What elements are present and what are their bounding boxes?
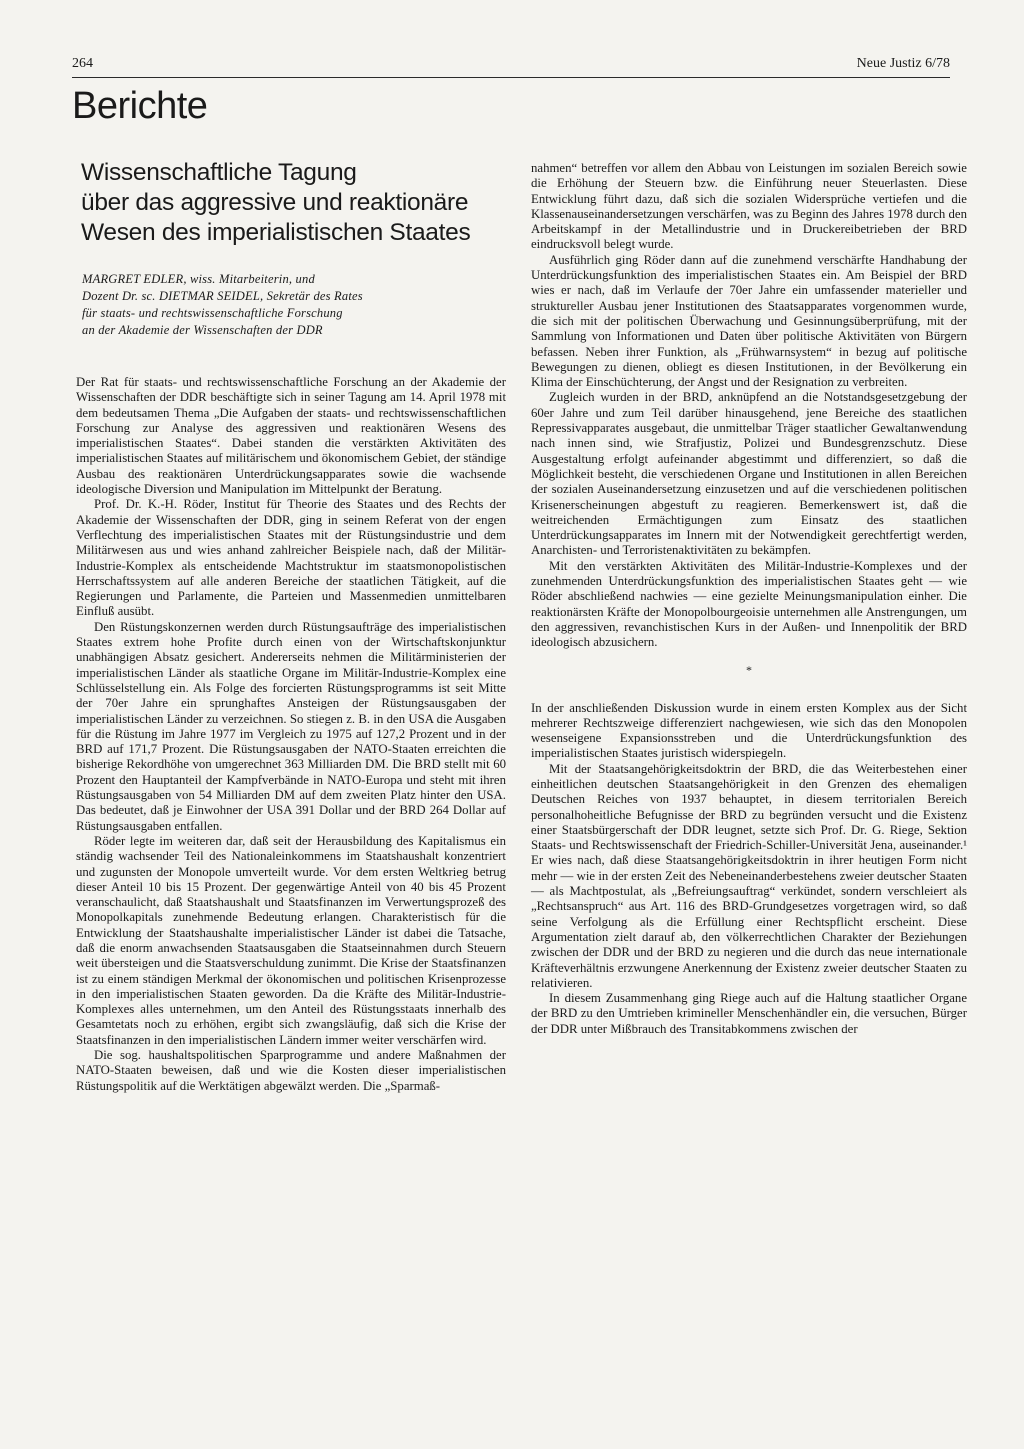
left-column [76, 158, 506, 1094]
paragraph: Mit den verstärkten Aktivitäten des Militär-Industrie-Komplexes und der zunehmenden Unterdrückungsfunktion des imperialistischen Staates geht — wie Röder abschließend nachwies — eine gezielte Meinungsmanipulation einher. Die reaktionärsten Kräfte der Monopolbourgeoisie unternehmen alle Anstrengungen, um den aggressiven, revanchistischen Kurs in der Außen- und Innenpolitik der BRD ideologisch abzusichern. [531, 558, 967, 650]
author-line: Dozent Dr. sc. DIETMAR SEIDEL, Sekretär des Rates [82, 289, 363, 303]
author-line: an der Akademie der Wissenschaften der DDR [82, 323, 323, 337]
author-byline [76, 271, 506, 339]
article-title-line: Wissenschaftliche Tagung [81, 159, 357, 186]
paragraph: Der Rat für staats- und rechtswissenschaftliche Forschung an der Akademie der Wissenschaften der DDR beschäftigte sich in seiner Tagung am 14. April 1978 mit dem bedeutsamen Thema „Die Aufgaben der staats- und rechtswissenschaftlichen Forschung zur Analyse des aggressiven und reaktionären Wesens des imperialistischen Staates“. Dabei standen die verstärkten Aktivitäten des imperialistischen Staates auf militärischem und ökonomischem Gebiet, der ständige Ausbau des reaktionären Unterdrückungsapparates sowie die wachsende ideologische Diversion und Manipulation im Mittelpunkt der Beratung. [76, 375, 506, 497]
paragraph: nahmen“ betreffen vor allem den Abbau von Leistungen im sozialen Bereich sowie die Erhöhung der Steuern bzw. die Einführung neuer Steuerlasten. Diese Entwicklung führt dazu, daß sich die sozialen Widersprüche vertiefen und die Klassenauseinandersetzungen verschärfen, was zu Beginn des Jahres 1978 durch den Arbeitskampf in der Metallindustrie und in Druckereibetrieben der BRD eindrucksvoll belegt wurde. [531, 161, 967, 252]
paragraph: Prof. Dr. K.-H. Röder, Institut für Theorie des Staates und des Rechts der Akademie der Wissenschaften der DDR, ging in seinem Referat von der engen Verflechtung des imperialistischen Staates mit der Rüstungsindustrie und dem Militärwesen aus und wies anhand zahlreicher Beispiele nach, daß der Militär-Industrie-Komplex als entscheidende Machtstruktur im staatsmonopolistischen Herrschaftssystem auf alle anderen Bereiche der staatlichen Tätigkeit, auf die Regierungen und Parlamente, die Parteien und Massenmedien unmittelbaren Einfluß ausübt. [76, 497, 506, 619]
article-title [76, 158, 506, 248]
author-line: für staats- und rechtswissenschaftliche Forschung [82, 306, 343, 320]
paragraph: Mit der Staatsangehörigkeitsdoktrin der BRD, die das Weiterbestehen einer einheitlichen deutschen Staatsangehörigkeit in den Grenzen des ehemaligen Deutschen Reiches von 1937 behauptet, in diesem territorialen Bereich personalhoheitliche Befugnisse der BRD zu begründen versucht und die Existenz einer Staatsbürgerschaft der DDR leugnet, setzte sich Prof. Dr. G. Riege, Sektion Staats- und Rechtswissenschaft der Friedrich-Schiller-Universität Jena, auseinander.¹ Er wies nach, daß diese Staatsangehörigkeitsdoktrin in ihrer heutigen Form nicht mehr — wie in der ersten Zeit des Nebeneinanderbestehens zweier deutscher Staaten — als Machtpostulat, als „Befreiungsauftrag“ verkündet, sondern verschleiert als „Rechtsanspruch“ aus Art. 116 des BRD-Grundgesetzes vorgetragen wird, so daß seine Verfolgung als die Erfüllung einer Rechtspflicht erscheint. Diese Argumentation zielt darauf ab, den völkerrechtlichen Charakter der Beziehungen zwischen der DDR und der BRD zu negieren und die durch das neue internationale Kräfteverhältnis erzwungene Anerkennung der Existenz zweier deutscher Staaten zu relativieren. [531, 761, 967, 990]
section-separator: * [746, 662, 752, 677]
paragraph: Ausführlich ging Röder dann auf die zunehmend verschärfte Handhabung der Unterdrückungsfunktion des imperialistischen Staates ein. Am Beispiel der BRD wies er nach, daß im Verlaufe der 70er Jahre ein umfassender materieller und struktureller Ausbau jener Institutionen des Staatsapparates vorgenommen wurde, die sich mit der politischen Überwachung und Gesinnungsüberprüfung, mit der Sammlung von Informationen und Daten über politische Aktivitäten von Bürgern befassen. Neben ihrer Funktion, als „Frühwarnsystem“ in bezug auf politische Bewegungen zu dienen, obliegt es diesen Institutionen, in der Bevölkerung ein Klima der Einschüchterung, der Angst und der Resignation zu verbreiten. [531, 252, 967, 390]
article-title-line: Wesen des imperialistischen Staates [81, 219, 471, 246]
right-body-text-bottom [531, 701, 967, 1038]
paragraph: Die sog. haushaltspolitischen Sparprogramme und andere Maßnahmen der NATO-Staaten beweisen, daß und wie die Kosten dieser imperialistischen Rüstungspolitik auf die Werktätigen abgewälzt werden. Die „Sparmaß- [76, 1048, 506, 1093]
journal-issue: Neue Justiz 6/78 [856, 56, 950, 71]
paragraph: Zugleich wurden in der BRD, anknüpfend an die Notstandsgesetzgebung der 60er Jahre und zum Teil darüber hinausgehend, jene Bereiche des staatlichen Repressivapparates ausgebaut, die unmittelbar Träger staatlicher Gewaltanwendung nach innen sind, wie Strafjustiz, Polizei und Bundesgrenzschutz. Diese Ausgestaltung erfolgt aufeinander abgestimmt und differenziert, so daß die Möglichkeit besteht, die verschiedenen Organe und Institutionen in allen Bereichen der sozialen Auseinandersetzung einzusetzen und auf die verschiedenen politischen Krisenerscheinungen abgestuft zu reagieren. Bemerkenswert ist, daß die weitreichenden Ermächtigungen zum Einsatz des staatlichen Unterdrückungsapparates im Innern mit der Notwendigkeit gerechtfertigt werden, Anarchisten- und Terroristenaktivitäten zu bekämpfen. [531, 390, 967, 558]
author-line: MARGRET EDLER, wiss. Mitarbeiterin, und [82, 272, 315, 286]
paragraph: Den Rüstungskonzernen werden durch Rüstungsaufträge des imperialistischen Staates extrem hohe Profite durch einen von der Wirtschaftskonjunktur unabhängigen Absatz gesichert. Andererseits nehmen die Militärministerien der imperialistischen Länder als staatliche Organe im Militär-Industrie-Komplex eine Schlüsselstellung ein. Als Folge des forcierten Rüstungsprogramms ist seit Mitte der 70er Jahre ein sprunghaftes Ansteigen der Rüstungsausgaben der imperialistischen Länder zu verzeichnen. So stiegen z. B. in den USA die Ausgaben für die Rüstung im Jahre 1977 im Vergleich zu 1975 auf 127,2 Prozent und in der BRD auf 171,7 Prozent. Die Rüstungsausgaben der NATO-Staaten erreichten die bisherige Rekordhöhe von umgerechnet 363 Milliarden DM. Die BRD stellt mit 60 Prozent den Hauptanteil der Kampfverbände in NATO-Europa und steht mit ihren Rüstungsausgaben von 54 Milliarden DM auf dem zweiten Platz hinter den USA. Das bedeutet, daß je Einwohner der USA 391 Dollar und der BRD 264 Dollar auf Rüstungsausgaben entfallen. [76, 619, 506, 833]
left-body-text [76, 375, 506, 1094]
page-header [72, 56, 950, 76]
article-title-line: über das aggressive und reaktionäre [81, 189, 469, 216]
paragraph: In der anschließenden Diskussion wurde in einem ersten Komplex aus der Sicht mehrerer Rechtszweige differenziert nachgewiesen, wie sich das den Monopolen wesenseigene Expansionsstreben und die Unterdrückungsfunktion des imperialistischen Staates juristisch widerspiegeln. [531, 700, 967, 761]
paragraph: In diesem Zusammenhang ging Riege auch auf die Haltung staatlicher Organe der BRD zu den Umtrieben krimineller Menschenhändler ein, die versuchen, Bürger der DDR unter Mißbrauch des Transitabkommens zwischen der [531, 991, 967, 1036]
right-body-text-top [531, 161, 967, 651]
section-title: Berichte [72, 85, 208, 127]
header-rule [72, 77, 950, 78]
page-number: 264 [72, 56, 93, 71]
right-column [531, 161, 967, 1037]
paragraph: Röder legte im weiteren dar, daß seit der Herausbildung des Kapitalismus ein ständig wachsender Teil des Nationaleinkommens im Staatshaushalt konzentriert und zugunsten der Monopole umverteilt wurde. Vor dem ersten Weltkrieg betrug dieser Anteil 10 bis 15 Prozent. Der gegenwärtige Anteil von 40 bis 45 Prozent veranschaulicht, daß Staatshaushalt und Staatsfinanzen im Verwertungsprozeß des Monopolkapitals zunehmende Bedeutung erlangen. Charakteristisch für die Entwicklung der Staatshaushalte imperialistischer Länder ist dabei die Tatsache, daß die enorm anwachsenden Staatsausgaben die Staatseinnahmen durch Steuern weit übersteigen und die Staatsverschuldung zunimmt. Die Krise der Staatsfinanzen ist zu einem ständigen Merkmal der ökonomischen und politischen Krisenprozesse in den imperialistischen Staaten geworden. Da die Kräfte des Militär-Industrie-Komplexes alles unternehmen, um den Anteil des Rüstungsstaats innerhalb des Gesamtetats noch zu erhöhen, ergibt sich zwangsläufig, daß sich die Krise der Staatsfinanzen in den imperialistischen Ländern immer weiter verschärfen wird. [76, 833, 507, 1047]
